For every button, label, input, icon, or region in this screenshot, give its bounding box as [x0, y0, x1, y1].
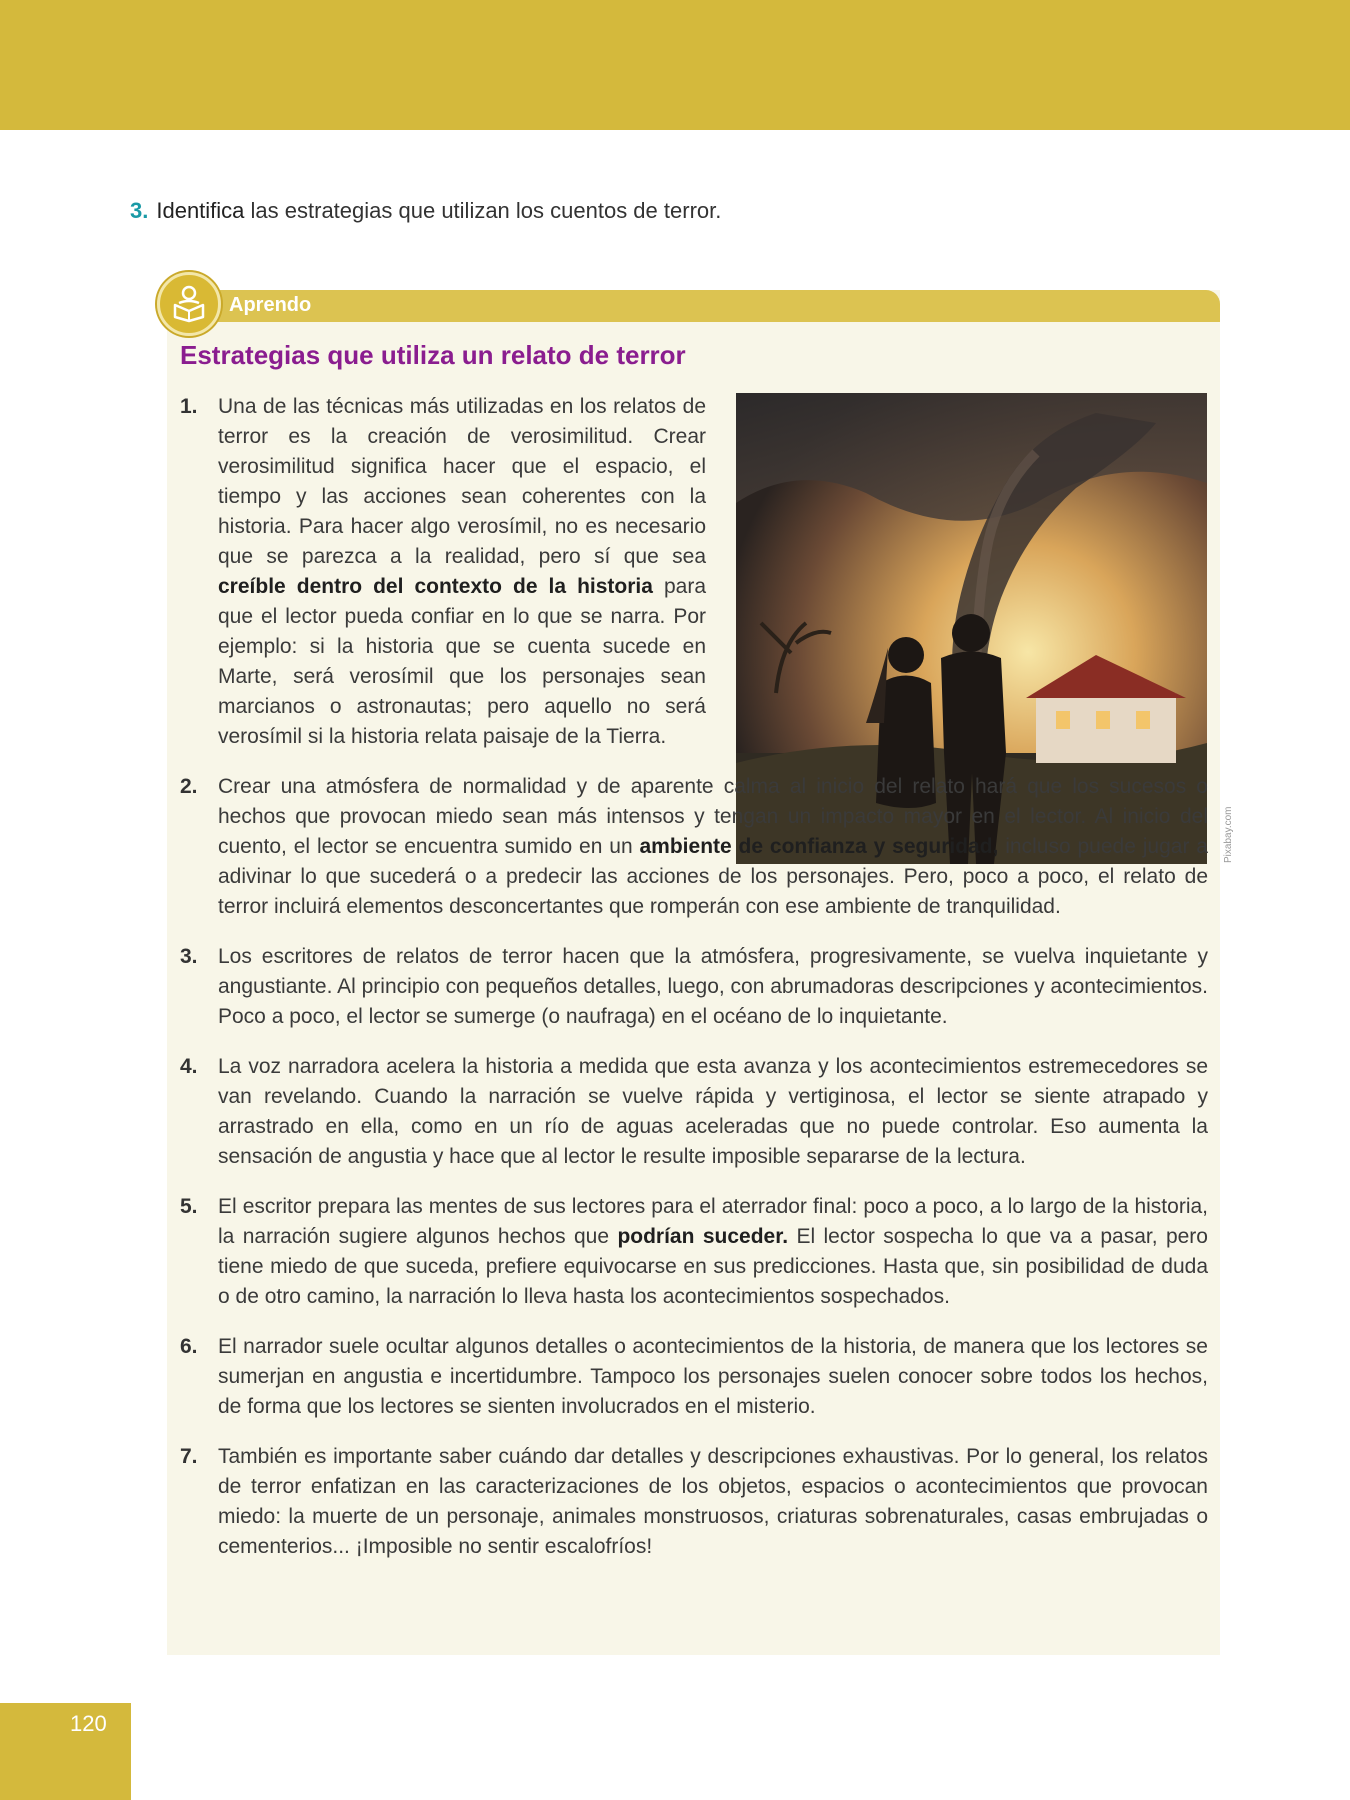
activity-text: las estrategias que utilizan los cuentos de terror.: [244, 198, 722, 223]
aprendo-tab-bar: [167, 290, 1220, 322]
item-number: 3.: [180, 945, 198, 968]
strategies-list: [180, 392, 1208, 1582]
list-item: 6. El narrador suele ocultar algunos detalles o acontecimientos de la historia, de manera que los lectores se sumerjan en angustia e incertidumbre. Tampoco los personajes suelen conocer sobre todos los hechos, de forma que los lectores se sienten involucrados en el misterio.: [180, 1332, 1208, 1422]
item-number: 6.: [180, 1335, 198, 1358]
list-item: 2. Crear una atmósfera de normalidad y de aparente calma al inicio del relato hará que los sucesos o hechos que provocan miedo sean más intensos y tengan un impacto mayor en el lector. Al inicio del cuento, el lector se encuentra sumido en un ambiente de confianza y seguridad, incluso puede jugar a adivinar lo que sucederá o a predecir las acciones de los personajes. Pero, poco a poco, el relato de terror incluirá elementos desconcertantes que romperán con ese ambiente de tranquilidad.: [180, 772, 1208, 922]
list-item: 1. Una de las técnicas más utilizadas en los relatos de terror es la creación de verosimilitud. Crear verosimilitud significa hacer que el espacio, el tiempo y las acciones sean coherentes con la historia. Para hacer algo verosímil, no es necesario que se parezca a la realidad, pero sí que sea creíble dentro del contexto de la historia para que el lector pueda confiar en lo que se narra. Por ejemplo: si la historia que se cuenta sucede en Marte, será verosímil que los personajes sean marcianos o astronautas; pero aquello no será verosímil si la historia relata paisaje de la Tierra.: [180, 392, 706, 752]
image-credit: Pixabay.com: [1223, 806, 1234, 863]
reading-person-icon: [157, 272, 221, 336]
page-number-box: [0, 1703, 131, 1800]
item-number: 7.: [180, 1445, 198, 1468]
item-number: 4.: [180, 1055, 198, 1078]
activity-3: [130, 198, 721, 224]
item-number: 2.: [180, 775, 198, 798]
activity-verb: Identifica: [156, 198, 245, 223]
list-item: 3. Los escritores de relatos de terror hacen que la atmósfera, progresivamente, se vuelva inquietante y angustiante. Al principio con pequeños detalles, luego, con abrumadoras descripciones y acontecimientos. Poco a poco, el lector se sumerge (o naufraga) en el océano de lo inquietante.: [180, 942, 1208, 1032]
section-title: Estrategias que utiliza un relato de terror: [180, 340, 686, 370]
list-item: 7. También es importante saber cuándo dar detalles y descripciones exhaustivas. Por lo general, los relatos de terror enfatizan en las caracterizaciones de los objetos, espacios o acontecimientos que provocan miedo: la muerte de un personaje, animales monstruosos, criaturas sobrenaturales, casas embrujadas o cementerios... ¡Imposible no sentir escalofríos!: [180, 1442, 1208, 1562]
list-item: 5. El escritor prepara las mentes de sus lectores para el aterrador final: poco a poco, a lo largo de la historia, la narración sugiere algunos hechos que podrían suceder. El lector sospecha lo que va a pasar, pero tiene miedo de que suceda, prefiere equivocarse en sus predicciones. Hasta que, sin posibilidad de duda o de otro camino, la narración lo lleva hasta los acontecimientos sospechados.: [180, 1192, 1208, 1312]
item-number: 5.: [180, 1195, 198, 1218]
item-number: 1.: [180, 395, 198, 418]
list-item: 4. La voz narradora acelera la historia a medida que esta avanza y los acontecimientos estremecedores se van revelando. Cuando la narración se vuelve rápida y vertiginosa, el lector se siente atrapado y arrastrado en ella, como en un río de aguas aceleradas que no puede controlar. Eso aumenta la sensación de angustia y hace que al lector le resulte imposible separarse de la lectura.: [180, 1052, 1208, 1172]
top-color-band: [0, 0, 1350, 130]
page-number: 120: [70, 1711, 107, 1736]
aprendo-tab-label: Aprendo: [229, 294, 312, 316]
activity-number: 3.: [130, 198, 149, 223]
